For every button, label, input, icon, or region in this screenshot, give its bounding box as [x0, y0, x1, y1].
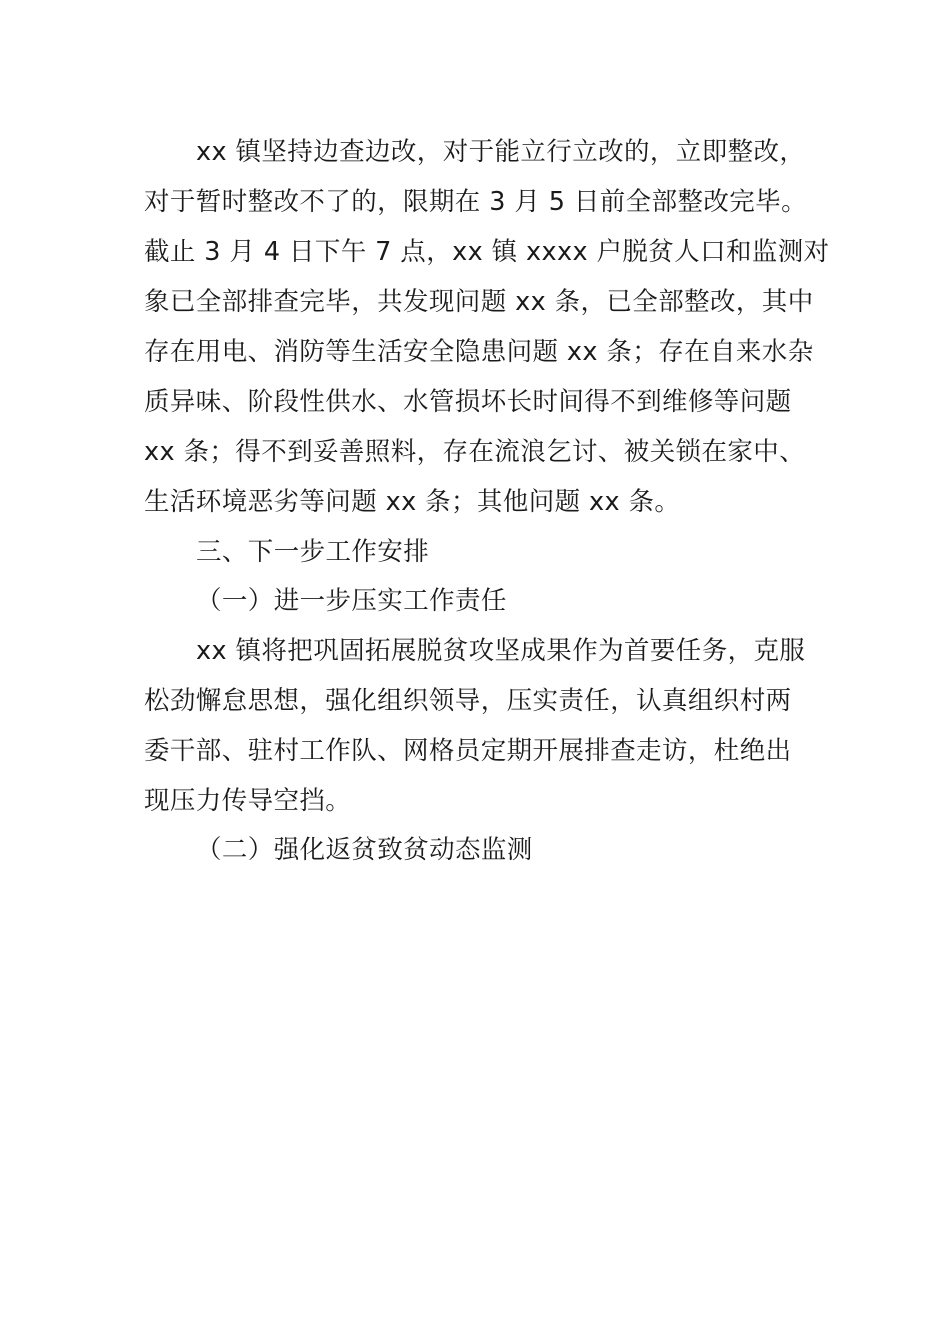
paragraph-2-line-3: 委干部、驻村工作队、网格员定期开展排查走访，杜绝出 [144, 736, 792, 766]
paragraph-1-line-1: xx 镇坚持边查边改，对于能立行立改的，立即整改， [196, 137, 806, 167]
subheading-2: （二）强化返贫致贫动态监测 [196, 835, 533, 865]
paragraph-1-line-2: 对于暂时整改不了的，限期在 3 月 5 日前全部整改完毕。 [144, 187, 807, 217]
paragraph-1-line-3: 截止 3 月 4 日下午 7 点，xx 镇 xxxx 户脱贫人口和监测对 [144, 237, 830, 267]
paragraph-1-line-6: 质异味、阶段性供水、水管损坏长时间得不到维修等问题 [144, 387, 792, 417]
paragraph-1-line-5: 存在用电、消防等生活安全隐患问题 xx 条；存在自来水杂 [144, 337, 814, 367]
section-heading: 三、下一步工作安排 [196, 537, 430, 567]
paragraph-2-line-4: 现压力传导空挡。 [144, 786, 352, 816]
paragraph-1-line-8: 生活环境恶劣等问题 xx 条；其他问题 xx 条。 [144, 487, 681, 517]
paragraph-2-line-1: xx 镇将把巩固拓展脱贫攻坚成果作为首要任务，克服 [196, 636, 806, 666]
subheading-1: （一）进一步压实工作责任 [196, 586, 507, 616]
paragraph-2-line-2: 松劲懈怠思想，强化组织领导，压实责任，认真组织村两 [144, 686, 792, 716]
paragraph-1-line-7: xx 条；得不到妥善照料，存在流浪乞讨、被关锁在家中、 [144, 437, 806, 467]
paragraph-1-line-4: 象已全部排查完毕，共发现问题 xx 条，已全部整改，其中 [144, 287, 814, 317]
